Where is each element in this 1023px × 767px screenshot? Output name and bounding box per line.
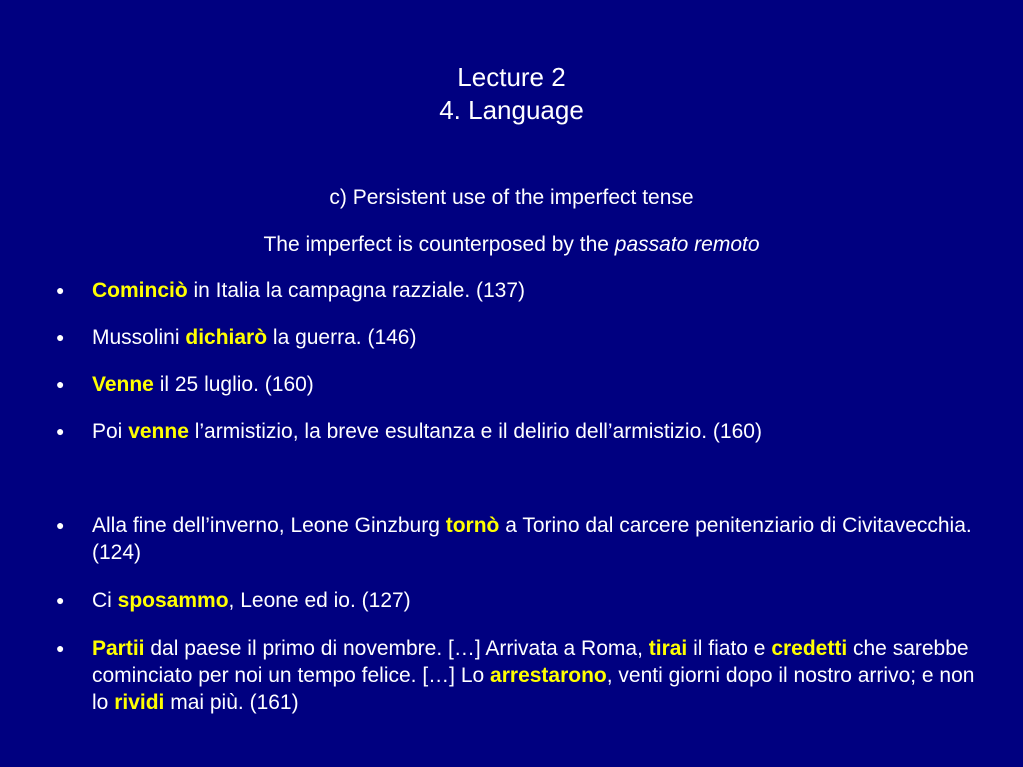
section-heading: c) Persistent use of the imperfect tense [329, 186, 694, 209]
bullet-icon: ● [56, 376, 65, 392]
highlighted-verb: Cominciò [92, 279, 188, 302]
slide-title [0, 61, 1023, 127]
item-text: Alla fine dell’inverno, Leone Ginzburg [92, 514, 446, 537]
item-text: Ci [92, 589, 118, 612]
bullet-icon: ● [56, 282, 65, 298]
highlighted-verb: venne [128, 420, 189, 443]
subheading-text: The imperfect is counterposed by the [263, 233, 615, 256]
example-list-1 [56, 277, 976, 445]
item-text: l’armistizio, la breve esultanza e il delirio dell’armistizio. (160) [188, 420, 762, 443]
highlighted-verb: credetti [771, 637, 848, 660]
subheading-italic-term: passato remoto [614, 233, 760, 256]
list-item [56, 418, 976, 445]
item-text: , venti giorni dopo il nostro arrivo; e non lo [92, 664, 975, 714]
list-item [56, 512, 976, 566]
list-item [56, 324, 976, 351]
highlighted-verb: rividi [114, 691, 165, 714]
bullet-icon: ● [56, 640, 65, 656]
highlighted-verb: dichiarò [185, 326, 268, 349]
highlighted-verb: tornò [445, 514, 500, 537]
item-text: il fiato e [687, 637, 772, 660]
example-list-2 [56, 512, 976, 716]
item-text: mai più. (161) [164, 691, 299, 714]
highlighted-verb: Partii [92, 637, 145, 660]
item-text: a Torino dal carcere penitenziario di Civitavecchia. (124) [92, 514, 972, 564]
section-subheading [0, 232, 1023, 258]
highlighted-verb: arrestarono [490, 664, 607, 687]
list-item [56, 371, 976, 398]
item-text: la guerra. (146) [267, 326, 417, 349]
item-text: Mussolini [92, 326, 186, 349]
list-item [56, 587, 976, 614]
title-line-2: 4. Language [439, 95, 584, 125]
item-text: il 25 luglio. (160) [153, 373, 314, 396]
item-text: , Leone ed io. (127) [228, 589, 411, 612]
bullet-icon: ● [56, 329, 65, 345]
bullet-icon: ● [56, 423, 65, 439]
item-text: in Italia la campagna razziale. (137) [187, 279, 526, 302]
item-text: Poi [92, 420, 129, 443]
bullet-icon: ● [56, 592, 65, 608]
item-text: che sarebbe cominciato per noi un tempo felice. […] Lo [92, 637, 969, 687]
bullet-icon: ● [56, 517, 65, 533]
list-item [56, 277, 976, 304]
title-line-1: Lecture 2 [457, 62, 566, 92]
highlighted-verb: tirai [648, 637, 688, 660]
item-text: dal paese il primo di novembre. […] Arrivata a Roma, [144, 637, 649, 660]
list-item [56, 635, 976, 716]
highlighted-verb: sposammo [117, 589, 229, 612]
highlighted-verb: Venne [92, 373, 154, 396]
